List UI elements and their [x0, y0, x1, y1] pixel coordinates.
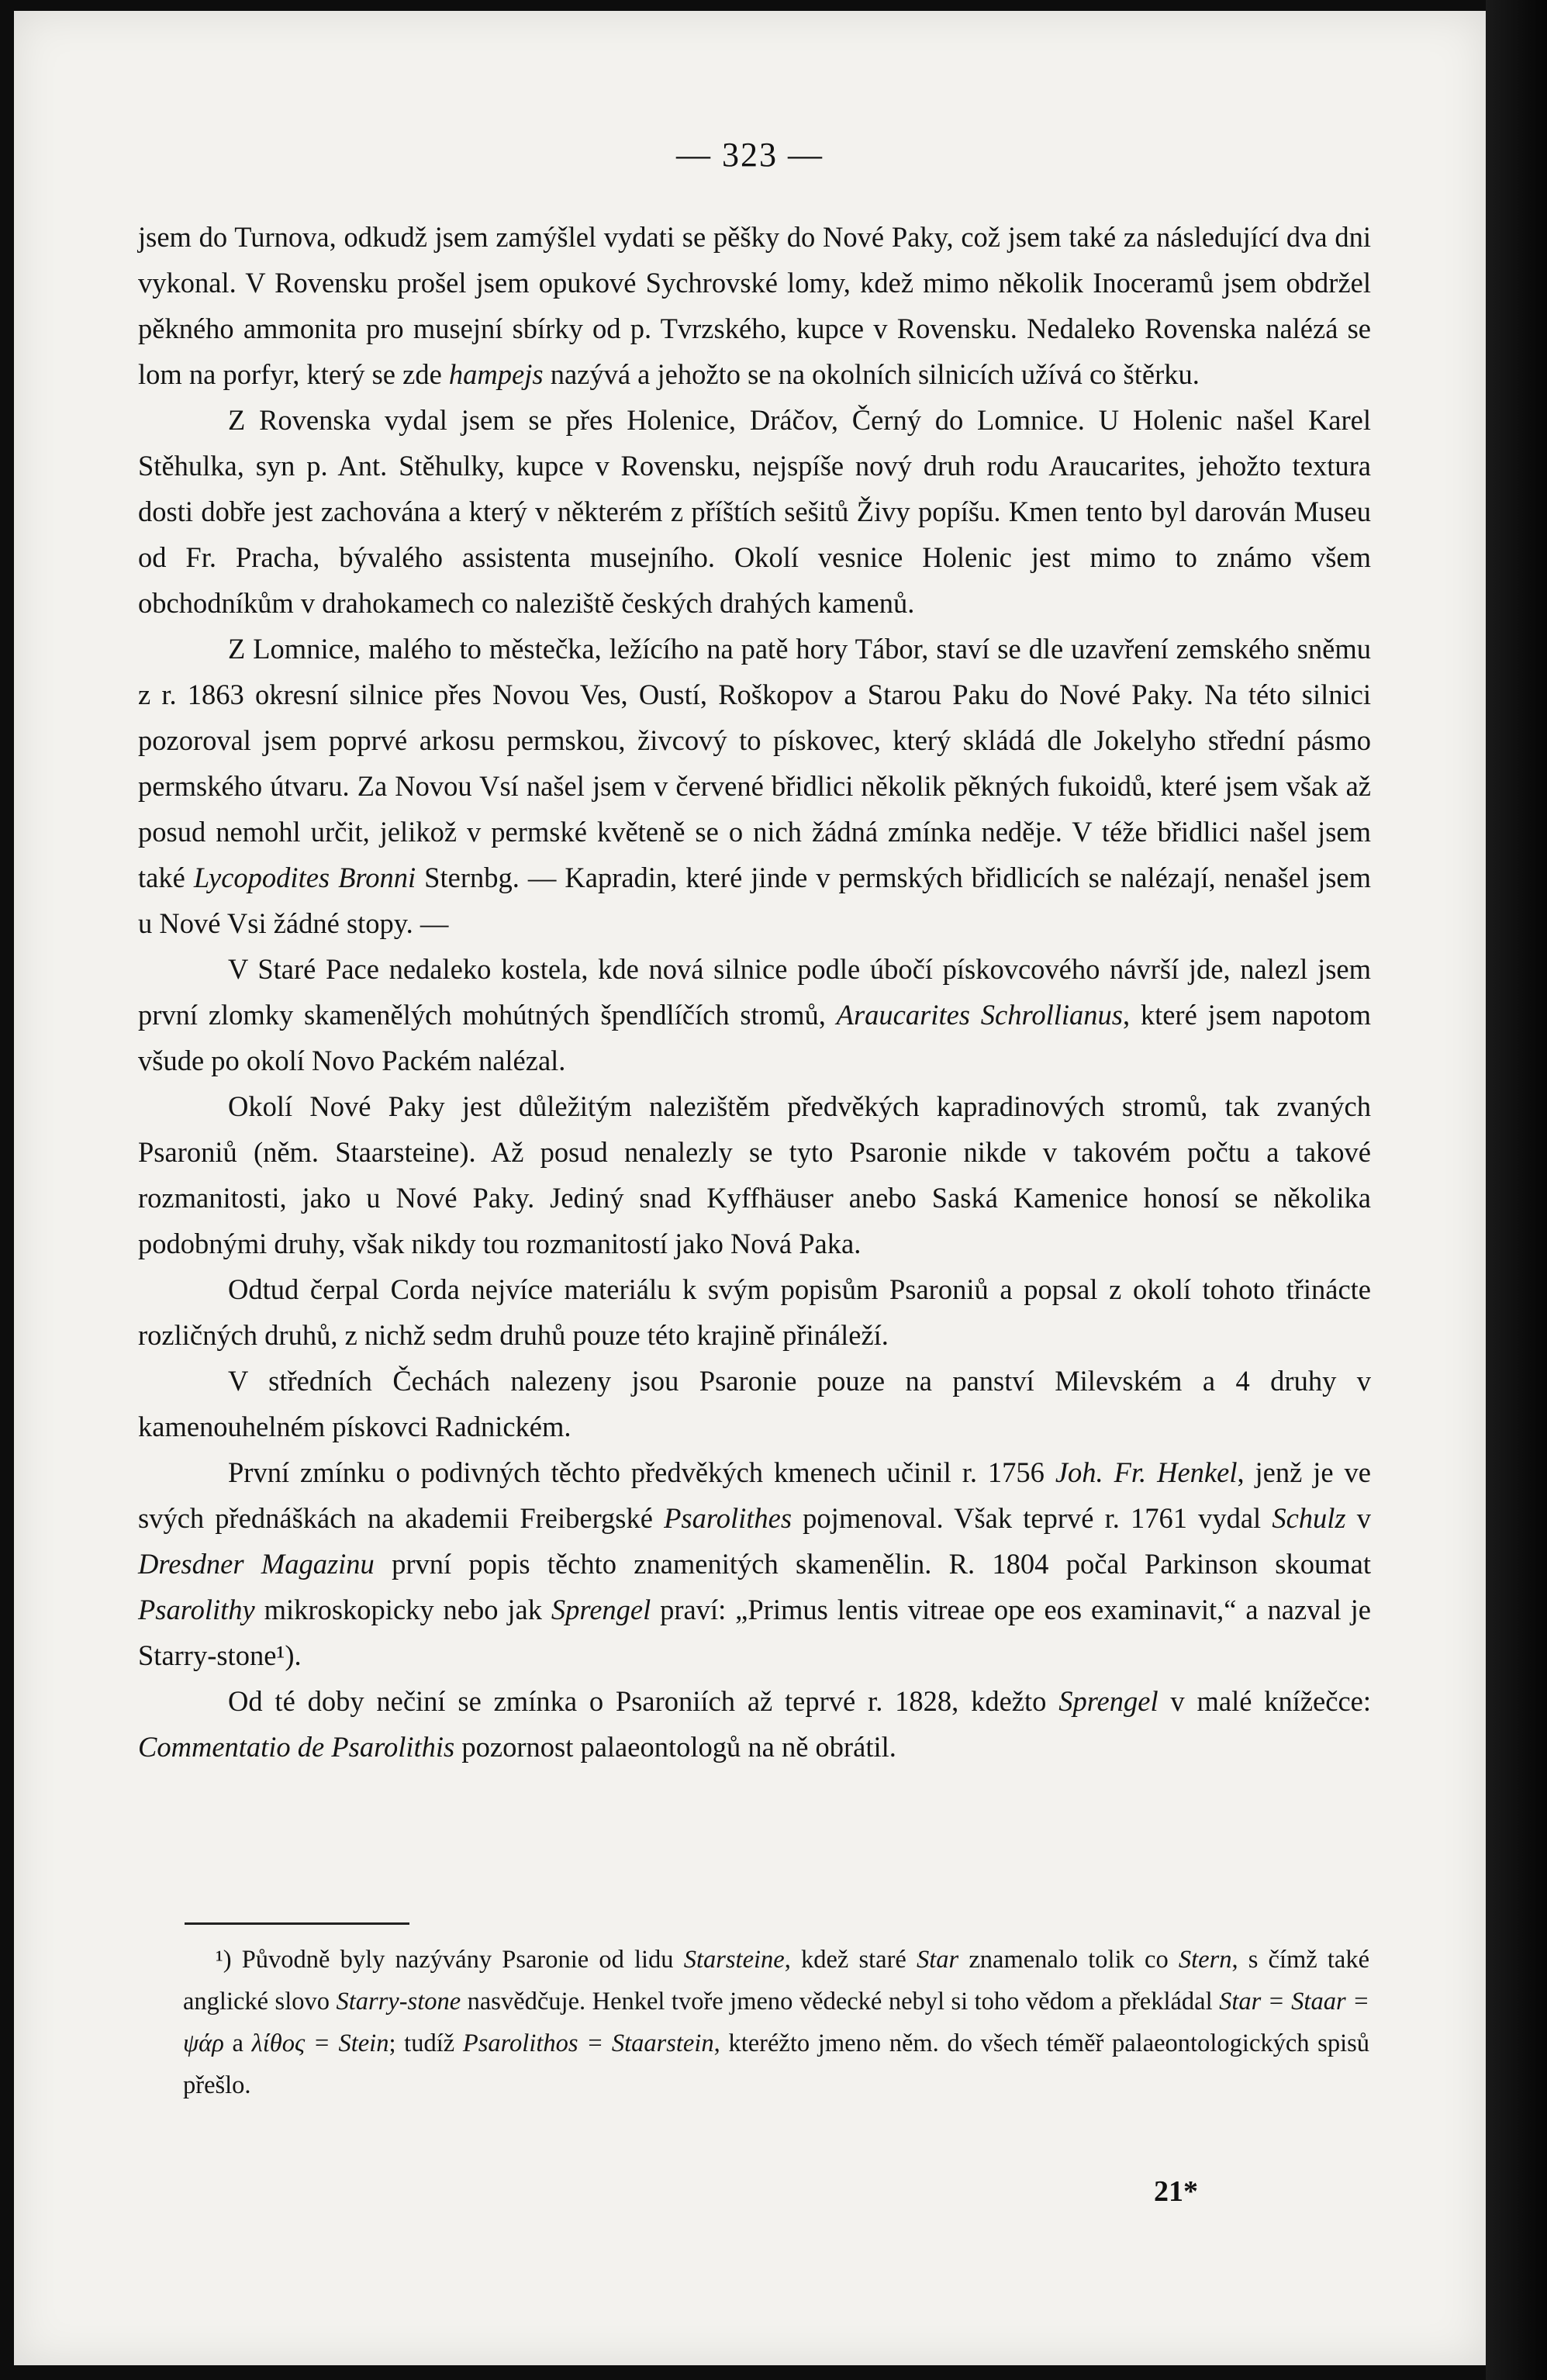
italic-term: Psarolithos = Staarstein: [462, 2029, 714, 2057]
text-run: Okolí Nové Paky jest důležitým nalezištěm předvěkých kapradinových stromů, tak zvaných Psaroniů (něm. Staarsteine). Až posud nenalezly se tyto Psaronie nikde v takovém počtu a takové rozmanitosti, jako u Nové Paky. Jediný snad Kyffhäuser anebo Saská Kamenice honosí se několika podobnými druhy, však nikdy tou rozmanitostí jako Nová Paka.: [138, 1090, 1371, 1259]
text-run: Sternbg. — Kapradin, které jinde v permských břidlicích se nalézají, nenašel jsem u Nové Vsi žádné stopy. —: [138, 862, 1372, 939]
text-run: mikroskopicky nebo jak: [254, 1594, 551, 1625]
text-run: Odtud čerpal Corda nejvíce materiálu k svým popisům Psaroniů a popsal z okolí tohoto třinácte rozličných druhů, z nichž sedm druhů pouze této krajině přináleží.: [138, 1273, 1371, 1351]
italic-term: Sprengel: [1058, 1685, 1159, 1717]
text-run: , jenž je ve svých přednáškách na akademii Freibergské: [138, 1456, 1371, 1534]
text-run: jsem do Turnova, odkudž jsem zamýšlel vydati se pěšky do Nové Paky, což jsem také za následující dva dni vykonal. V Rovensku prošel jsem opukové Sychrovské lomy, kdež mimo několik Inoceramů jsem obdržel pěkného ammonita pro musejní sbírky od p. Tvrzského, kupce v Rovensku. Nedaleko Rovenska nalézá se lom na porfyr, který se zde: [138, 221, 1371, 390]
italic-term: Schulz: [1272, 1502, 1346, 1534]
italic-term: Araucarites Schrollianus: [836, 999, 1123, 1031]
paragraph: [138, 397, 1371, 626]
text-run: první popis těchto znamenitých skamenělin. R. 1804 počal Parkinson skoumat: [374, 1548, 1371, 1580]
text-run: ; tudíž: [388, 2029, 463, 2057]
text-run: v malé knížečce:: [1158, 1685, 1372, 1717]
text-run: pojmenoval. Však teprvé r. 1761 vydal: [792, 1502, 1272, 1534]
italic-term: Starsteine: [683, 1946, 785, 1974]
text-run: , které jsem napotom všude po okolí Novo Packém nalézal.: [138, 999, 1371, 1076]
italic-term: Commentatio de Psarolithis: [138, 1731, 455, 1763]
italic-term: Dresdner Magazinu: [138, 1548, 375, 1580]
text-run: ¹) Původně byly nazývány Psaronie od lidu: [216, 1946, 684, 1974]
footnote-divider: [185, 1922, 409, 1925]
text-run: Z Lomnice, malého to městečka, ležícího na patě hory Tábor, staví se dle uzavření zemského sněmu z r. 1863 okresní silnice přes Novou Ves, Oustí, Roškopov a Starou Paku do Nové Paky. Na této silnici pozoroval jsem poprvé arkosu permskou, živcový to pískovec, který skládá dle Jokelyho střední pásmo permského útvaru. Za Novou Vsí našel jsem v červené břidlici několik pěkných fukoidů, které jsem však až posud nemohl určit, jelikož v permské květeně se o nich žádná zmínka neděje. V téže břidlici našel jsem také: [138, 633, 1371, 893]
text-run: , s čímž také anglické slovo: [183, 1946, 1370, 2016]
paragraph: [138, 1678, 1371, 1770]
paragraph: [138, 1449, 1371, 1678]
italic-term: Stern: [1178, 1946, 1232, 1974]
italic-term: Psarolithy: [138, 1594, 255, 1625]
italic-term: Psarolithes: [664, 1502, 792, 1534]
text-run: V Staré Pace nedaleko kostela, kde nová silnice podle úbočí pískovcového návrší jde, nalezl jsem první zlomky skamenělých mohútných špendlíčích stromů,: [138, 953, 1371, 1031]
text-run: nazývá a jehožto se na okolních silnicích užívá co štěrku.: [543, 358, 1200, 390]
text-run: , kdež staré: [784, 1946, 917, 1974]
italic-term: Joh. Fr. Henkel: [1055, 1456, 1238, 1488]
text-run: pozornost palaeontologů na ně obrátil.: [454, 1731, 896, 1763]
italic-term: Sprengel: [551, 1594, 651, 1625]
text-run: a: [223, 2029, 252, 2057]
italic-term: Starry-stone: [336, 1988, 461, 2016]
printer-signature-mark: 21*: [1154, 2175, 1198, 2208]
body-text: [138, 214, 1371, 1770]
footnote: [183, 1939, 1369, 2106]
italic-term: hampejs: [448, 358, 544, 390]
book-page: [14, 11, 1486, 2365]
italic-term: Star = Staar = ψάρ: [183, 1988, 1370, 2057]
footnotes: [183, 1939, 1369, 2106]
text-run: První zmínku o podivných těchto předvěkých kmenech učinil r. 1756: [228, 1456, 1055, 1488]
text-run: nasvědčuje. Henkel tvoře jmeno vědecké nebyl si toho vědom a překládal: [461, 1988, 1220, 2016]
paragraph: [138, 1358, 1371, 1449]
text-run: praví: „Primus lentis vitreae ope eos examinavit,“ a nazval je Starry-stone¹).: [138, 1594, 1371, 1671]
italic-term: λίθος = Stein: [251, 2029, 389, 2057]
text-run: Z Rovenska vydal jsem se přes Holenice, Dráčov, Černý do Lomnice. U Holenic našel Karel Stěhulka, syn p. Ant. Stěhulky, kupce v Rovensku, nejspíše nový druh rodu Araucarites, jehožto textura dosti dobře jest zachována a který v některém z příštích sešitů Živy popíšu. Kmen tento byl darován Museu od Fr. Pracha, bývalého assistenta musejního. Okolí vesnice Holenic jest mimo to známo všem obchodníkům v drahokamech co naleziště českých drahých kamenů.: [138, 404, 1371, 619]
page-number: — 323 —: [676, 136, 824, 174]
italic-term: Lycopodites Bronni: [193, 862, 416, 893]
text-run: , kteréžto jmeno něm. do všech téměř palaeontologických spisů přešlo.: [183, 2029, 1369, 2099]
text-run: Od té doby nečiní se zmínka o Psaroniích až teprvé r. 1828, kdežto: [228, 1685, 1059, 1717]
scan-border: [1486, 0, 1547, 2380]
paragraph: [138, 946, 1371, 1083]
paragraph: [138, 1266, 1371, 1358]
text-run: znamenalo tolik co: [958, 1946, 1179, 1974]
paragraph: [138, 1083, 1371, 1266]
text-run: v: [1345, 1502, 1372, 1534]
paragraph: [138, 626, 1371, 946]
italic-term: Star: [917, 1946, 959, 1974]
text-run: V středních Čechách nalezeny jsou Psaronie pouze na panství Milevském a 4 druhy v kamenouhelném pískovci Radnickém.: [138, 1365, 1371, 1442]
paragraph: [138, 214, 1371, 397]
